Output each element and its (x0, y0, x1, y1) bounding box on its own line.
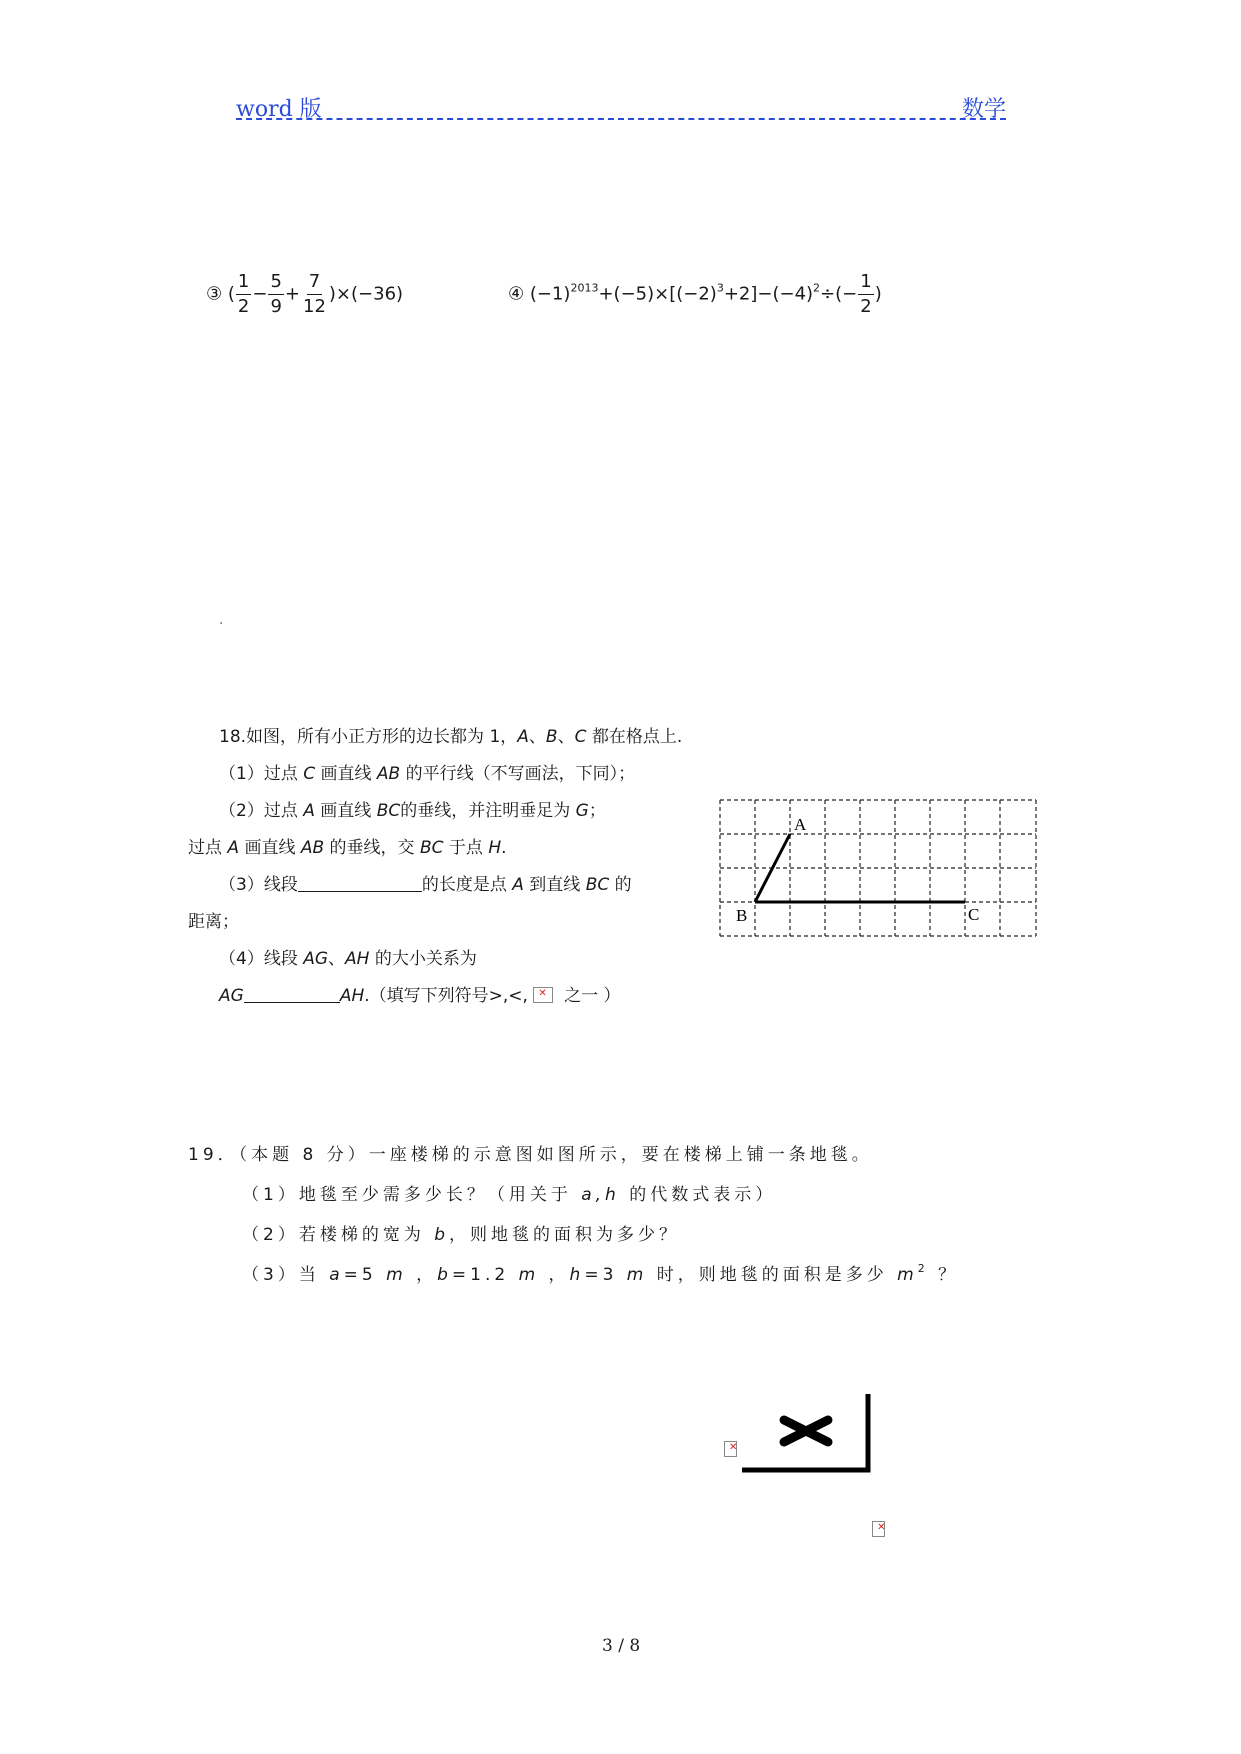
var: a,h (581, 1185, 620, 1205)
var: A (227, 838, 240, 858)
text: 之一 ） (564, 986, 621, 1006)
broken-image-icon (872, 1521, 885, 1537)
text: =1.2 (451, 1265, 519, 1285)
label-a: A (794, 815, 807, 834)
denominator: 12 (303, 296, 326, 317)
var: h (569, 1265, 585, 1285)
var: b (434, 1225, 450, 1245)
exponent: 3 (716, 281, 724, 295)
denominator: 9 (270, 296, 282, 317)
header-right: 数学 (962, 97, 1007, 122)
unit: m (626, 1265, 648, 1285)
unit: m (897, 1265, 918, 1285)
var: A (517, 727, 529, 747)
var: AG (303, 949, 329, 969)
var: H (488, 838, 502, 858)
text: 的 (609, 875, 632, 895)
q19-part1 (242, 1180, 776, 1205)
stray-dot: . (219, 612, 224, 628)
fraction (268, 271, 283, 318)
text: 的平行线（不写画法，下同）； (400, 764, 636, 784)
label-b: B (736, 906, 748, 925)
var: G (575, 801, 589, 821)
problem-3 (206, 271, 403, 318)
problem-label: ④ (508, 283, 525, 305)
text: 的垂线，并注明垂足为 (400, 801, 576, 821)
text: 画直线 (239, 838, 301, 858)
q19-part2 (242, 1220, 680, 1245)
var: C (303, 764, 316, 784)
q18-part2b (188, 833, 507, 858)
text: 的垂线，交 (324, 838, 420, 858)
text: 画直线 (315, 764, 377, 784)
text: ， (406, 1265, 438, 1285)
var: AH (339, 986, 365, 1006)
q18-part1 (219, 759, 635, 784)
text: 都在格点上. (586, 727, 683, 747)
text: 的代数式表示） (619, 1185, 777, 1205)
page-number: 3 / 8 (602, 1636, 641, 1656)
paren: ) (874, 283, 882, 305)
expr-part: (−1) (529, 283, 571, 305)
expr-part: +(−5)×[(−2) (598, 283, 717, 305)
text: 过点 (188, 838, 228, 858)
text: （3）当 (242, 1265, 330, 1285)
fraction (236, 271, 251, 318)
denominator: 2 (237, 296, 250, 317)
q18-part4b (219, 981, 621, 1006)
text: 到直线 (523, 875, 586, 895)
var: AH (345, 949, 370, 969)
text: （4）线段 (219, 949, 304, 969)
operator: + (284, 283, 300, 305)
var: AB (300, 838, 325, 858)
fraction (858, 271, 873, 318)
q19-title: 19．（本题 8 分）一座楼梯的示意图如图所示，要在楼梯上铺一条地毯。 (188, 1145, 873, 1165)
text: 18.如图，所有小正方形的边长都为 1， (219, 727, 518, 747)
staircase-figure-placeholder (740, 1390, 874, 1476)
expr-part: +2]−(−4) (723, 283, 814, 305)
exponent: 2 (917, 1262, 929, 1275)
text: 、 (557, 727, 575, 747)
text: =3 (584, 1265, 627, 1285)
text: ； (588, 801, 606, 821)
text: 时，则地毯的面积是多少 (647, 1265, 898, 1285)
text: （3）线段 (219, 875, 298, 895)
broken-image-icon (533, 987, 553, 1003)
var: b (437, 1265, 452, 1285)
exponent: 2013 (570, 281, 599, 295)
label-c: C (968, 905, 980, 924)
expression-tail: )×(−36) (328, 283, 404, 305)
problem-label: ③ (206, 283, 223, 305)
text: .（填写下列符号>,<, (364, 986, 528, 1006)
answer-blank[interactable] (298, 873, 422, 892)
q18-intro (219, 722, 682, 747)
text: ， (539, 1265, 570, 1285)
broken-image-icon (724, 1441, 737, 1457)
text: . (501, 838, 507, 858)
text: （1）过点 (219, 764, 304, 784)
exponent: 2 (813, 281, 821, 295)
grid-figure (718, 796, 1046, 942)
text: （1）地毯至少需多少长？（用关于 (242, 1185, 582, 1205)
q18-part3 (219, 870, 632, 895)
text: 、 (528, 727, 546, 747)
denominator: 2 (860, 296, 872, 317)
header-left: word 版 (236, 97, 322, 122)
var: A (512, 875, 524, 895)
var: BC (419, 838, 444, 858)
text: （2）过点 (219, 801, 304, 821)
q19-part3 (242, 1260, 959, 1285)
text: =5 (343, 1265, 387, 1285)
text: 、 (328, 949, 346, 969)
var: a (329, 1265, 344, 1285)
q18-part4 (219, 944, 477, 969)
text: 的大小关系为 (369, 949, 477, 969)
text: ，则地毯的面积为多少？ (449, 1225, 681, 1245)
operator: − (252, 283, 268, 305)
q18-part3b: 距离； (188, 912, 239, 932)
fraction (301, 271, 328, 318)
var: C (574, 727, 587, 747)
header-rule (236, 118, 1006, 120)
var: A (303, 801, 315, 821)
paren: ( (227, 283, 235, 305)
var: B (545, 727, 558, 747)
var: BC (376, 801, 401, 821)
var: BC (585, 875, 610, 895)
numerator: 1 (236, 271, 251, 295)
q18-part2 (219, 796, 606, 821)
answer-blank[interactable] (244, 984, 340, 1003)
text: ？ (928, 1265, 960, 1285)
text: （2）若楼梯的宽为 (242, 1225, 435, 1245)
expr-part: ÷(− (820, 283, 858, 305)
var: AG (219, 986, 244, 1006)
unit: m (386, 1265, 407, 1285)
text: 于点 (443, 838, 489, 858)
var: AB (376, 764, 401, 784)
problem-4 (508, 271, 882, 318)
broken-image-cross-icon (784, 1420, 828, 1442)
text: 画直线 (314, 801, 377, 821)
numerator: 1 (858, 271, 873, 295)
text: 的长度是点 (421, 875, 513, 895)
numerator: 7 (307, 271, 322, 295)
numerator: 5 (268, 271, 283, 295)
grid-lines (720, 800, 1036, 936)
unit: m (518, 1265, 540, 1285)
